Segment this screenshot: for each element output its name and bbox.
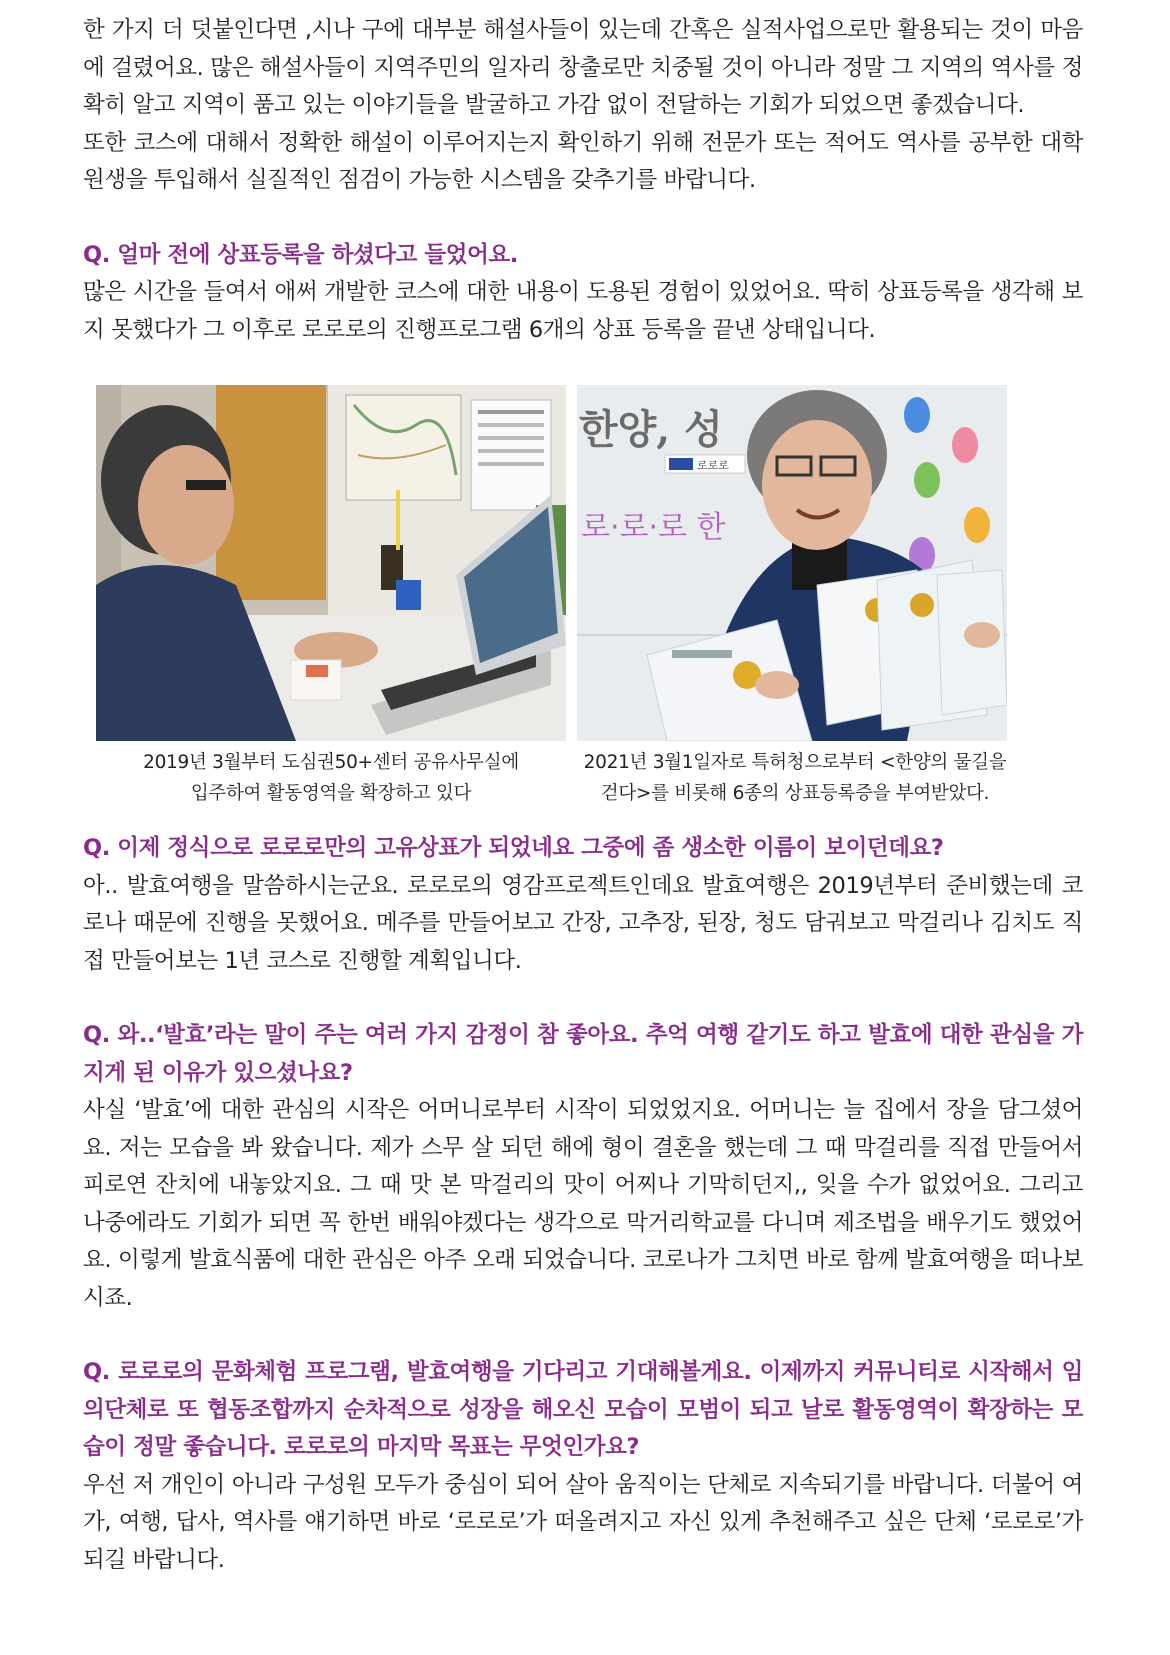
caption-line: 2021년 3월1일자로 특허청으로부터 <한양의 물길을 [583, 752, 1007, 773]
intro-paragraph-2: 또한 코스에 대해서 정확한 해설이 이루어지는지 확인하기 위해 전문가 또는 적어도 역사를 공부한 대학원생을 투입해서 실질적인 점검이 가능한 시스템을 갖추기를 바랍니다. [83, 129, 1083, 193]
office-photo [96, 385, 566, 741]
banner-text-2: 로·로·로 한 [581, 510, 726, 545]
question-unique-trademark: Q. 이제 정식으로 로로로만의 고유상표가 되었네요 그중에 좀 생소한 이름이 보이던데요? [83, 835, 944, 861]
certificate-photo-caption [555, 747, 1035, 809]
question-trademark: Q. 얼마 전에 상표등록을 하셨다고 들었어요. [83, 241, 518, 268]
answer-fermentation: 사실 ‘발효’에 대한 관심의 시작은 어머니로부터 시작이 되었었지요. 어머니는 늘 집에서 장을 담그셨어요. 저는 모습을 봐 왔습니다. 제가 스무 살 되던 해에 형이 결혼을 했는데 그 때 막걸리를 직접 만들어서 피로연 잔치에 내놓았지요. 그 때 맛 본 막걸리의 맛이 어찌나 기막히던지,, 잊을 수가 없었어요. 그리고 나중에라도 기회가 되면 꼭 한번 배워야겠다는 생각으로 막거리학교를 다니며 제조법을 배우기도 했었어요. 이렇게 발효식품에 대한 관심은 아주 오래 되었습니다. 코로나가 그치면 바로 함께 발효여행을 떠나보시죠. [83, 1097, 1083, 1311]
office-photo-caption [91, 747, 571, 809]
question-final-goal: Q. 로로로의 문화체험 프로그램, 발효여행을 기다리고 기대해볼게요. 이제까지 커뮤니티로 시작해서 임의단체로 또 협동조합까지 순차적으로 성장을 해오신 모습이 모범이 되고 날로 활동영역이 확장하는 모습이 정말 좋습니다. 로로로의 마지막 목표는 무엇인가요? [83, 1359, 1083, 1460]
answer-trademark: 많은 시간을 들여서 애써 개발한 코스에 대한 내용이 도용된 경험이 있었어요. 딱히 상표등록을 생각해 보지 못했다가 그 이후로 로로로의 진행프로그램 6개의 상표 등록을 끝낸 상태입니다. [83, 279, 1083, 343]
caption-line: 걷다>를 비롯해 6종의 상표등록증을 부여받았다. [600, 783, 990, 804]
banner-text: 한양, 성 [579, 406, 723, 453]
article-page [83, 12, 1083, 1579]
photo-row [83, 385, 1083, 830]
caption-line: 입주하여 활동영역을 확장하고 있다 [190, 783, 472, 804]
answer-final-goal: 우선 저 개인이 아니라 구성원 모두가 중심이 되어 살아 움직이는 단체로 지속되기를 바랍니다. 더불어 여가, 여행, 답사, 역사를 얘기하면 바로 ‘로로로’가 떠올려지고 자신 있게 추천해주고 싶은 단체 ‘로로로’가 되길 바랍니다. [83, 1471, 1083, 1573]
certificate-photo [577, 385, 1007, 741]
answer-unique-trademark: 아.. 발효여행을 말씀하시는군요. 로로로의 영감프로젝트인데요 발효여행은 2019년부터 준비했는데 코로나 때문에 진행을 못했어요. 메주를 만들어보고 간장, 고추장, 된장, 청도 담궈보고 막걸리나 김치도 직접 만들어보는 1년 코스로 진행할 계획입니다. [83, 872, 1083, 974]
logo-text: 로로로 [697, 459, 729, 472]
intro-paragraph-1: 한 가지 더 덧붙인다면 ,시나 구에 대부분 해설사들이 있는데 간혹은 실적사업으로만 활용되는 것이 마음에 걸렸어요. 많은 해설사들이 지역주민의 일자리 창출로만 치중될 것이 아니라 정말 그 지역의 역사를 정확히 알고 지역이 품고 있는 이야기들을 발굴하고 가감 없이 전달하는 기회가 되었으면 좋겠습니다. [83, 17, 1083, 118]
question-fermentation: Q. 와..‘발효’라는 말이 주는 여러 가지 감정이 참 좋아요. 추억 여행 같기도 하고 발효에 대한 관심을 가지게 된 이유가 있으셨나요? [83, 1022, 1083, 1086]
caption-line: 2019년 3월부터 도심권50+센터 공유사무실에 [143, 752, 519, 773]
